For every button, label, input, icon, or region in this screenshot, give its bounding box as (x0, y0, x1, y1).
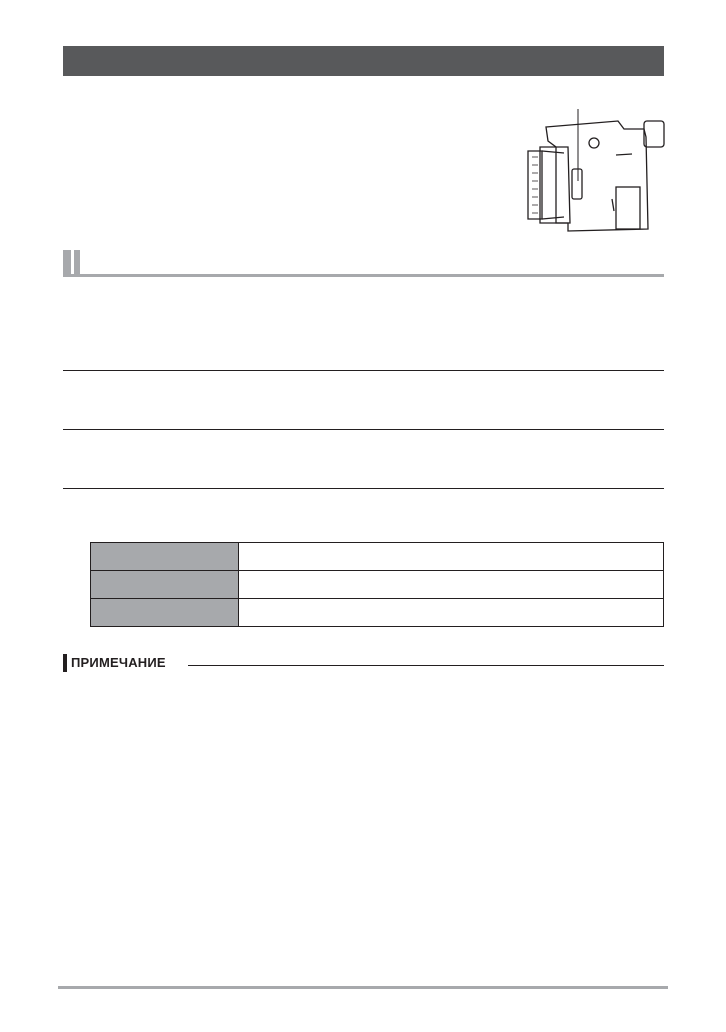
camera-side-illustration (508, 107, 673, 257)
settings-table (90, 542, 664, 627)
note-marker (63, 654, 67, 672)
footer-rule (58, 986, 668, 989)
section-title-bar (63, 46, 664, 76)
table-row (91, 599, 664, 627)
viewfinder-eyecup (644, 121, 664, 147)
step-divider-3 (63, 488, 664, 489)
terminal-cover (616, 187, 640, 229)
section-header (63, 250, 664, 278)
lens-barrel (540, 147, 570, 223)
note-heading: ПРИМЕЧАНИЕ (71, 655, 166, 670)
table-row (91, 571, 664, 599)
focus-switch (572, 169, 582, 199)
camera-body (546, 121, 648, 231)
table-row (91, 543, 664, 571)
step-divider-1 (63, 370, 664, 371)
note-rule (188, 665, 664, 666)
side-button (589, 138, 599, 148)
step-divider-2 (63, 429, 664, 430)
